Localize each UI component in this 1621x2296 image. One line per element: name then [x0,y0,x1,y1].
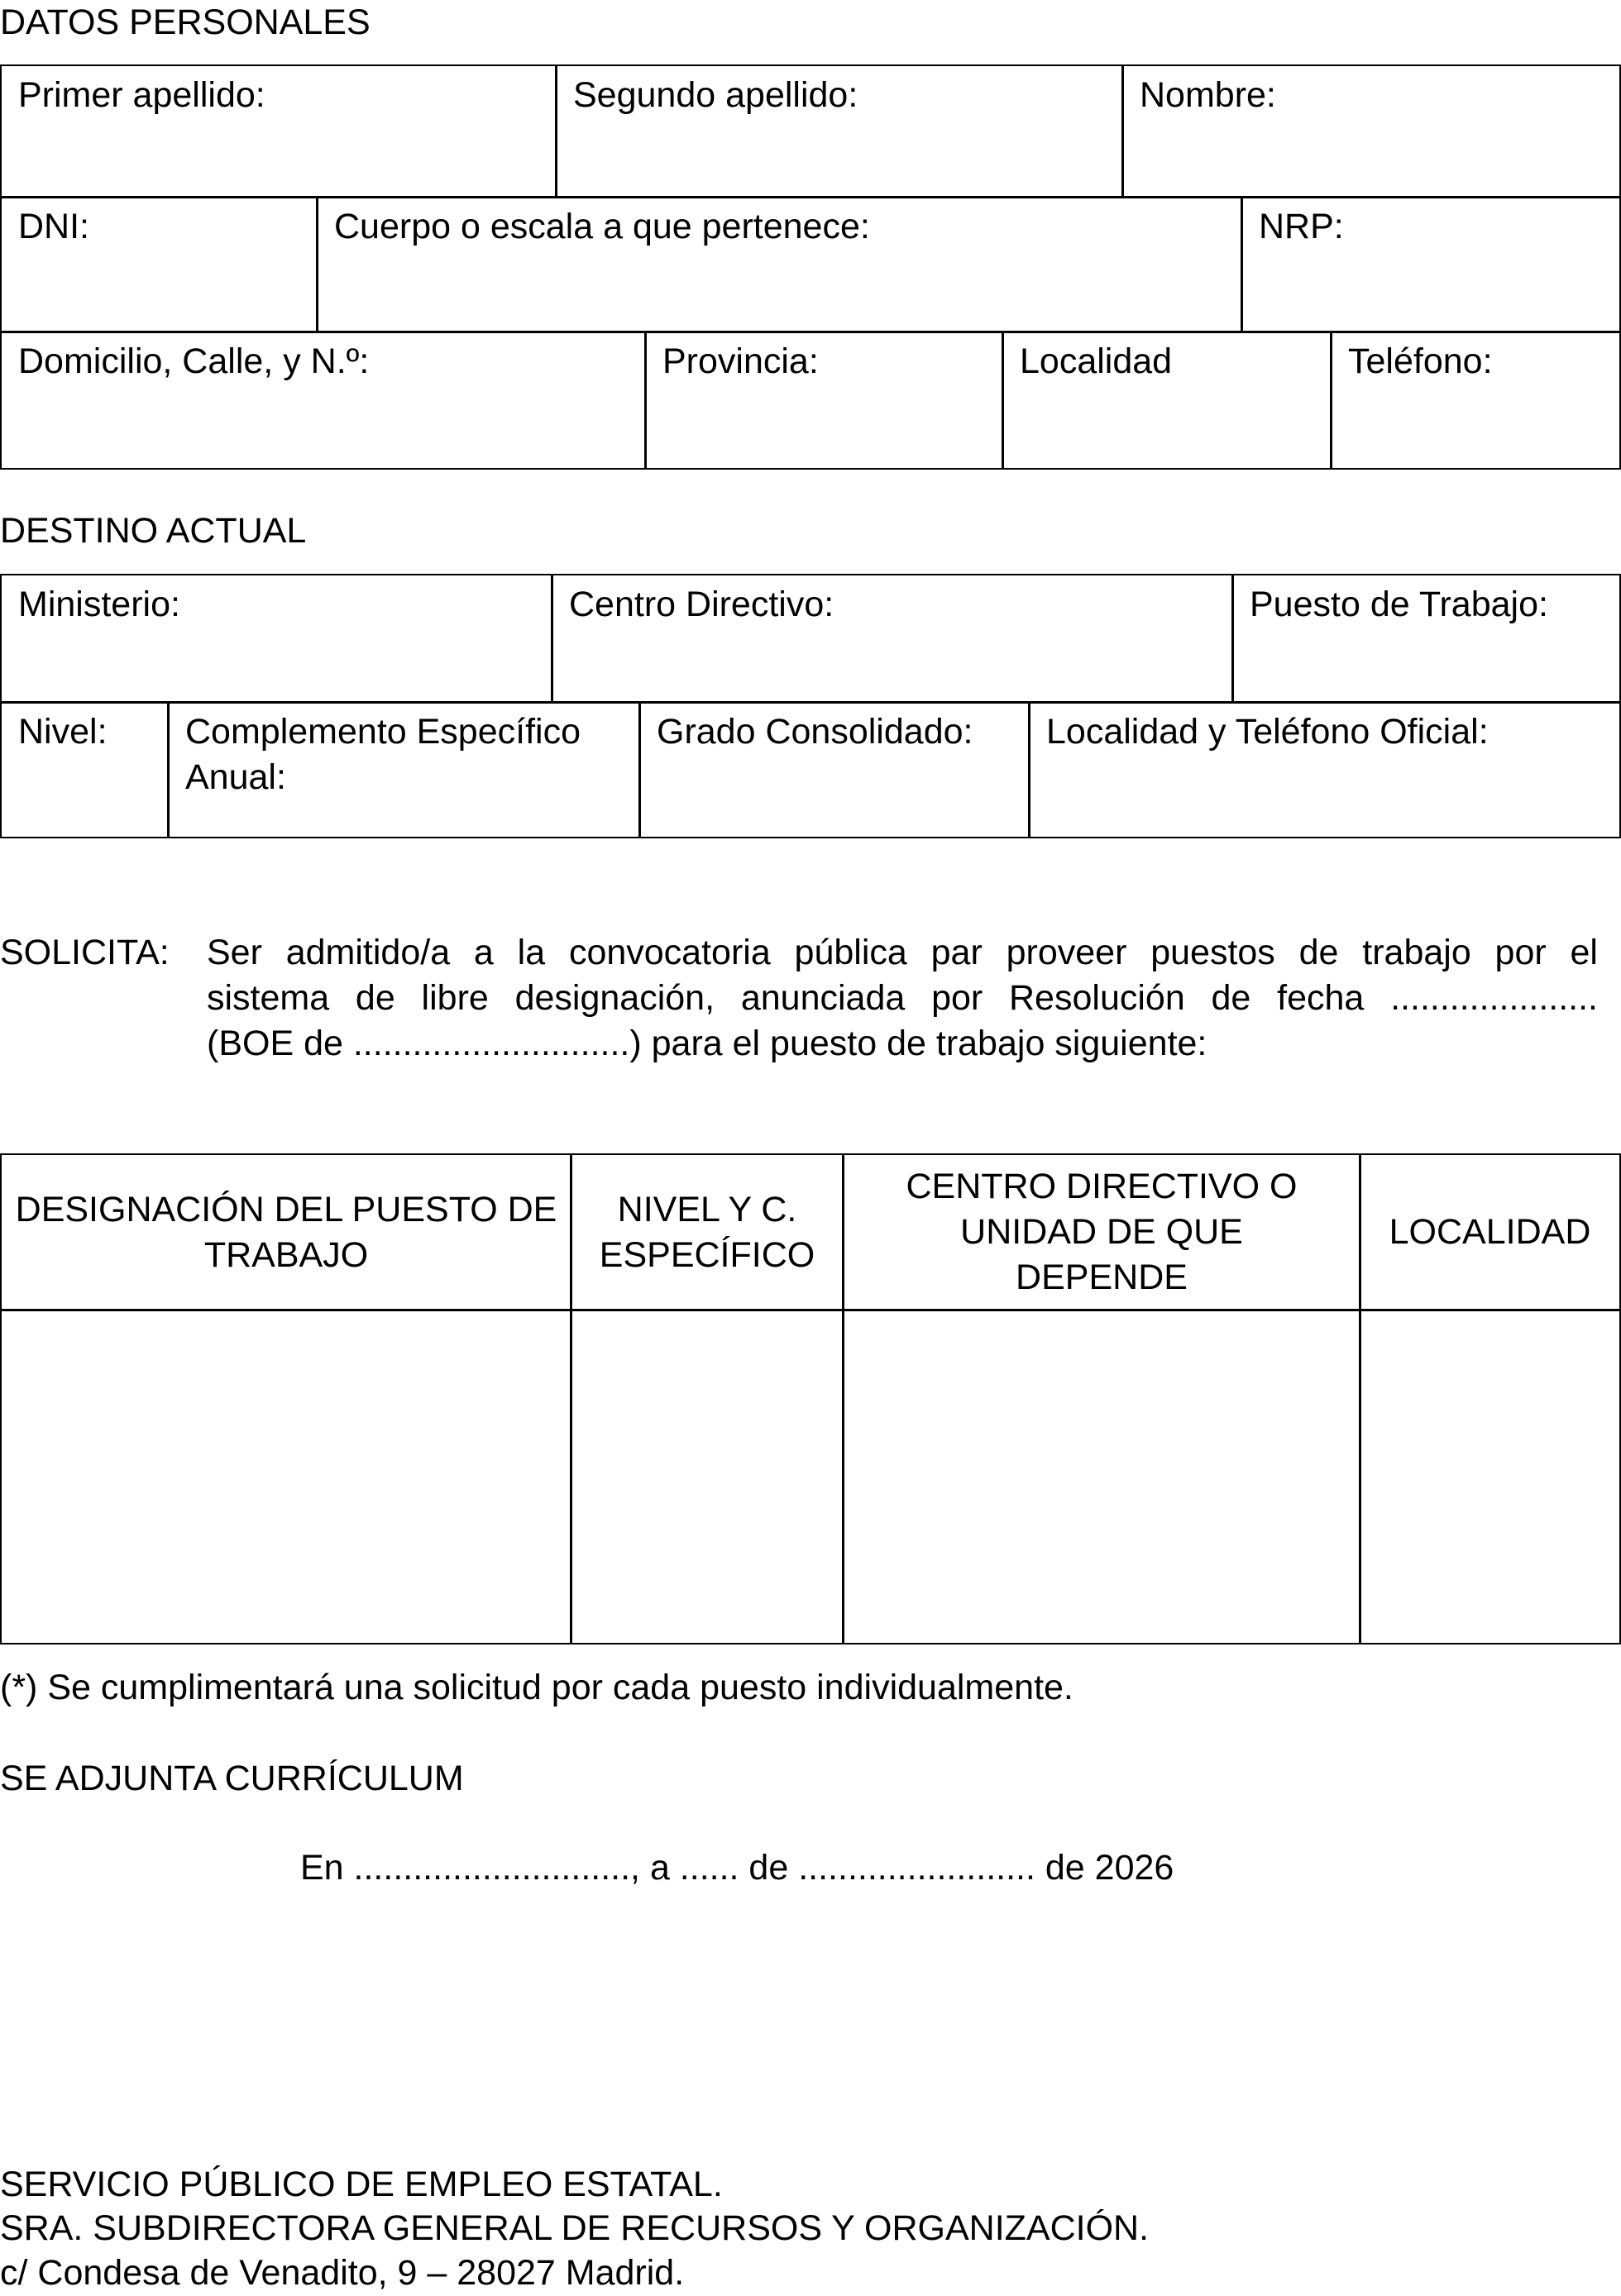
destinatario-line: SERVICIO PÚBLICO DE EMPLEO ESTATAL. [0,2165,723,2204]
fecha-line: En ............................, a ...... de ........................ de 2026 [300,1848,1174,1888]
header-centro-directivo: CENTRO DIRECTIVO O UNIDAD DE QUE DEPENDE [842,1153,1361,1311]
centro-directivo-cell[interactable] [842,1309,1361,1644]
domicilio-field[interactable]: Domicilio, Calle, y N.º: [0,331,647,470]
primer-apellido-field[interactable]: Primer apellido: [0,64,557,198]
segundo-apellido-field[interactable]: Segundo apellido: [555,64,1124,198]
cuerpo-escala-field[interactable]: Cuerpo o escala a que pertenece: [316,196,1243,333]
header-localidad: LOCALIDAD [1359,1153,1621,1311]
destinatario-line: c/ Condesa de Venadito, 9 – 28027 Madrid. [0,2253,685,2293]
provincia-field[interactable]: Provincia: [644,331,1004,470]
header-nivel: NIVEL Y C. ESPECÍFICO [570,1153,844,1311]
nrp-field[interactable]: NRP: [1241,196,1621,333]
centro-directivo-field[interactable]: Centro Directivo: [551,574,1234,704]
telefono-field[interactable]: Teléfono: [1330,331,1621,470]
nombre-field[interactable]: Nombre: [1121,64,1621,198]
destinatario-line: SRA. SUBDIRECTORA GENERAL DE RECURSOS Y ORGANIZACIÓN. [0,2208,1150,2248]
destino-actual-heading: DESTINO ACTUAL [0,511,307,551]
ministerio-field[interactable]: Ministerio: [0,574,553,704]
footnote: (*) Se cumplimentará una solicitud por cada puesto individualmente. [0,1668,1073,1707]
dni-field[interactable]: DNI: [0,196,318,333]
nivel-cell[interactable] [570,1309,844,1644]
header-designacion: DESIGNACIÓN DEL PUESTO DE TRABAJO [0,1153,572,1311]
localidad-telefono-oficial-field[interactable]: Localidad y Teléfono Oficial: [1028,701,1621,838]
puesto-trabajo-field[interactable]: Puesto de Trabajo: [1231,574,1621,704]
designacion-cell[interactable] [0,1309,572,1644]
nivel-field[interactable]: Nivel: [0,701,170,838]
solicita-label: SOLICITA: [0,933,170,972]
solicita-line: sistema de libre designación, anunciada por Resolución de fecha ..................... [207,978,1598,1018]
localidad-cell[interactable] [1359,1309,1621,1644]
complemento-especifico-field[interactable]: Complemento Específico Anual: [167,701,641,838]
grado-consolidado-field[interactable]: Grado Consolidado: [638,701,1030,838]
solicita-line: (BOE de ............................) para el puesto de trabajo siguiente: [207,1024,1207,1063]
localidad-field[interactable]: Localidad [1002,331,1332,470]
datos-personales-heading: DATOS PERSONALES [0,2,371,42]
solicita-line: Ser admitido/a a la convocatoria pública par proveer puestos de trabajo por el [207,933,1598,972]
adjunta-curriculum: SE ADJUNTA CURRÍCULUM [0,1759,464,1798]
